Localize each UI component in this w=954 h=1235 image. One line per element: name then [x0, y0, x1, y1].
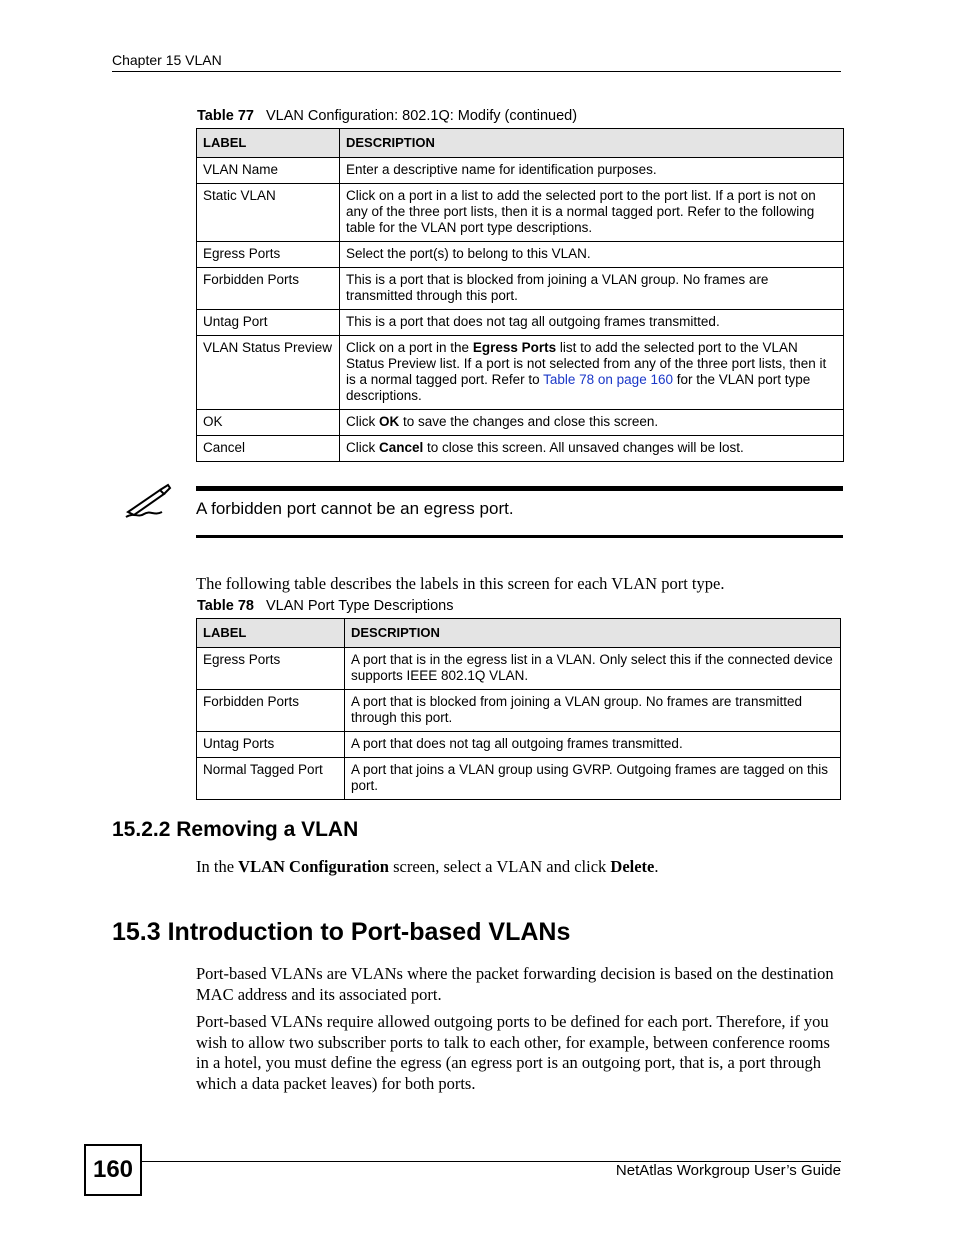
col-header-description: DESCRIPTION: [340, 129, 844, 158]
note-text: A forbidden port cannot be an egress port.: [196, 499, 514, 518]
table78-caption-label: Table 78: [197, 598, 254, 614]
note-bottom-bar: [196, 535, 843, 538]
port-based-paragraph-2: Port-based VLANs require allowed outgoing ports to be defined for each port. Therefore, if you wish to allow two subscriber ports to talk to each other, for example, between conference rooms in a hotel, you must define the egress (an egress port is an outgoing port, that is, a port through which a data packet leaves) for both ports.: [196, 1012, 830, 1093]
row-label: Static VLAN: [197, 184, 340, 242]
row-label: VLAN Name: [197, 158, 340, 184]
row-description: This is a port that does not tag all outgoing frames transmitted.: [340, 310, 844, 336]
header-rule: [112, 71, 841, 72]
table-row: [197, 410, 844, 436]
row-description: Click on a port in a list to add the selected port to the port list. If a port is not on any of the three port lists, then it is a normal tagged port. Refer to the following table for the VLAN port type descriptions.: [340, 184, 844, 242]
col-header-label: LABEL: [197, 129, 340, 158]
table-row: [197, 690, 841, 732]
table77-caption-label: Table 77: [197, 108, 254, 124]
port-based-paragraph-1: Port-based VLANs are VLANs where the packet forwarding decision is based on the destination MAC address and its associated port.: [196, 964, 834, 1004]
row-label: Forbidden Ports: [197, 268, 340, 310]
row-label: Untag Port: [197, 310, 340, 336]
row-description: A port that joins a VLAN group using GVRP. Outgoing frames are tagged on this port.: [345, 758, 841, 800]
note-top-bar: [196, 486, 843, 491]
removing-vlan-paragraph: [196, 857, 659, 878]
table-row: [197, 648, 841, 690]
desc-bold-text: OK: [379, 414, 400, 429]
para-text: In the: [196, 857, 239, 876]
row-description: Enter a descriptive name for identification purposes.: [340, 158, 844, 184]
row-label: Egress Ports: [197, 648, 345, 690]
guide-title: NetAtlas Workgroup User’s Guide: [615, 1162, 841, 1179]
desc-text: Click: [346, 440, 379, 455]
row-label: Forbidden Ports: [197, 690, 345, 732]
table77-caption-title: VLAN Configuration: 802.1Q: Modify (continued): [265, 108, 578, 124]
row-description: A port that is in the egress list in a VLAN. Only select this if the connected device supports IEEE 802.1Q VLAN.: [345, 648, 841, 690]
desc-text: for the VLAN port type descriptions.: [346, 372, 811, 403]
table78-caption: [197, 598, 453, 614]
row-description: [340, 436, 844, 462]
row-description: [340, 410, 844, 436]
intro-paragraph: The following table describes the labels in this screen for each VLAN port type.: [196, 574, 725, 593]
desc-bold-text: Cancel: [379, 440, 424, 455]
desc-text: Click: [346, 414, 379, 429]
table-row: [197, 732, 841, 758]
table-row: [197, 310, 844, 336]
col-header-label: LABEL: [197, 619, 345, 648]
row-label: Cancel: [197, 436, 340, 462]
table-header-row: [197, 619, 841, 648]
table-row: [197, 158, 844, 184]
table78: [196, 618, 841, 800]
table-row: [197, 242, 844, 268]
row-description: This is a port that is blocked from joining a VLAN group. No frames are transmitted through this port.: [340, 268, 844, 310]
table-row: [197, 758, 841, 800]
section-heading-removing-vlan: 15.2.2 Removing a VLAN: [112, 818, 359, 841]
table-header-row: [197, 129, 844, 158]
row-description: A port that is blocked from joining a VLAN group. No frames are transmitted through this port.: [345, 690, 841, 732]
desc-text: to save the changes and close this screen.: [399, 414, 659, 429]
table-row: [197, 184, 844, 242]
desc-text: Click on a port in the: [346, 340, 473, 355]
table78-caption-title: VLAN Port Type Descriptions: [265, 598, 454, 614]
row-label: Egress Ports: [197, 242, 340, 268]
row-label: VLAN Status Preview: [197, 336, 340, 410]
desc-text: to close this screen. All unsaved changes will be lost.: [423, 440, 744, 455]
row-description: A port that does not tag all outgoing frames transmitted.: [345, 732, 841, 758]
table-row: [197, 336, 844, 410]
table77-caption: [197, 108, 577, 124]
note-pencil-icon: [124, 482, 174, 522]
page-number: 160: [84, 1144, 142, 1196]
desc-text: list to add the selected port to the VLAN Status Preview list. If a port is not selected from any of the three port lists, then it is a normal tagged port. Refer to: [346, 340, 827, 387]
table-row: [197, 268, 844, 310]
desc-bold-text: Egress Ports: [472, 340, 557, 355]
row-description: [340, 336, 844, 410]
para-text: .: [654, 857, 659, 876]
para-bold-text: Delete: [610, 857, 655, 876]
col-header-description: DESCRIPTION: [345, 619, 841, 648]
chapter-header: Chapter 15 VLAN: [112, 52, 222, 68]
section-heading-port-based-vlans: 15.3 Introduction to Port-based VLANs: [112, 918, 571, 946]
row-label: OK: [197, 410, 340, 436]
row-label: Untag Ports: [197, 732, 345, 758]
table78-link[interactable]: Table 78 on page 160: [543, 372, 673, 387]
table77: [196, 128, 844, 462]
para-text: screen, select a VLAN and click: [388, 857, 611, 876]
para-bold-text: VLAN Configuration: [238, 857, 389, 876]
table-row: [197, 436, 844, 462]
row-label: Normal Tagged Port: [197, 758, 345, 800]
row-description: Select the port(s) to belong to this VLAN.: [340, 242, 844, 268]
